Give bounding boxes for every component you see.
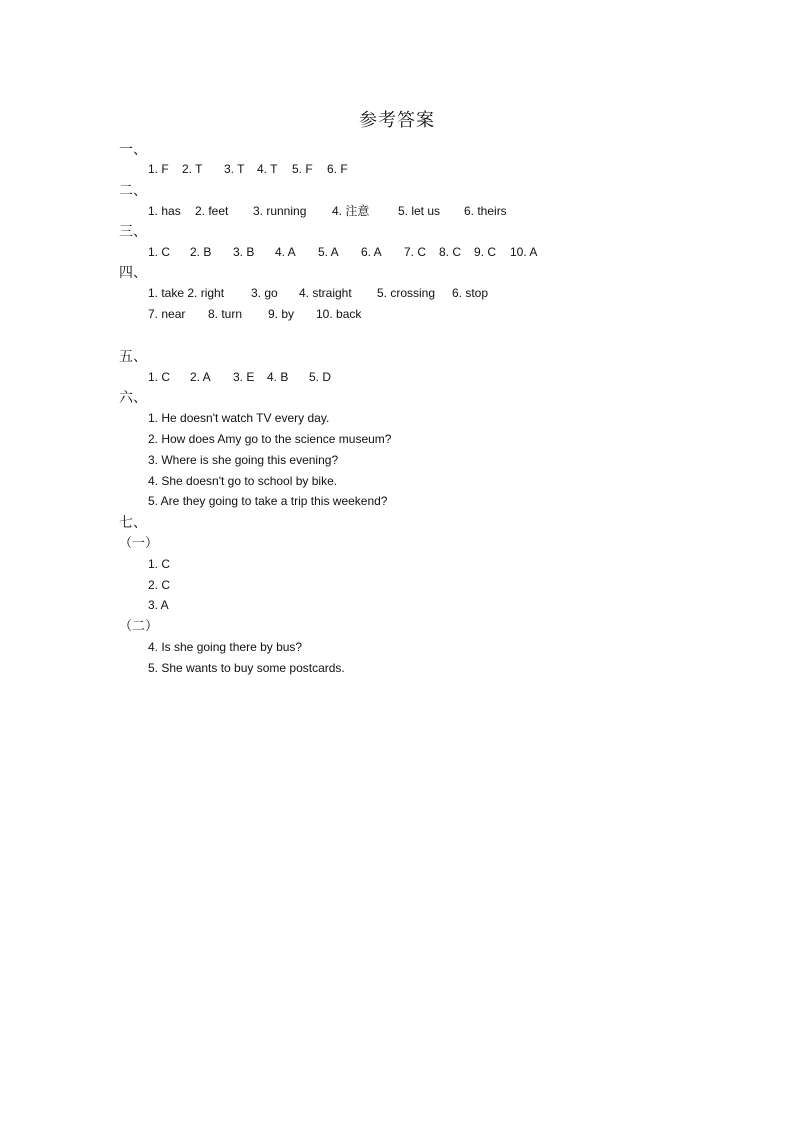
answer-item: 6. A (361, 245, 382, 259)
answer-item: 3. go (251, 286, 278, 300)
answer-item: 7. near (148, 307, 186, 321)
section-7-answer: 3. A (148, 598, 169, 612)
answer-item: 10. back (316, 307, 362, 321)
answer-item: 2. B (190, 245, 212, 259)
section-7-answer: 1. C (148, 557, 171, 571)
section-7-answer: 4. Is she going there by bus? (148, 640, 303, 654)
answer-item: 4. T (257, 162, 278, 176)
answer-item: 4. A (275, 245, 296, 259)
section-6-label: 六、 (119, 389, 147, 405)
answer-item: 10. A (510, 245, 538, 259)
answer-item: 5. F (292, 162, 313, 176)
answer-item: 6. stop (452, 286, 489, 300)
answer-item: 4. straight (299, 286, 352, 300)
section-7-answer: 2. C (148, 578, 171, 592)
answer-item: 1. C (148, 245, 171, 259)
answer-item: 3. E (233, 370, 255, 384)
answer-item: 2. T (182, 162, 203, 176)
section-6-sentence: 2. How does Amy go to the science museum? (148, 432, 392, 446)
answer-item: 2. A (190, 370, 211, 384)
answer-item: 4. 注意 (332, 204, 370, 218)
section-1-label: 一、 (119, 141, 147, 157)
answer-item: 3. B (233, 245, 255, 259)
answer-item: 2. feet (195, 204, 229, 218)
answer-item: 5. A (318, 245, 339, 259)
answer-item: 7. C (404, 245, 427, 259)
section-7-part-1-label: （一） (119, 535, 159, 550)
answer-item: 6. theirs (464, 204, 507, 218)
section-2-label: 二、 (119, 182, 147, 198)
section-6-sentence: 3. Where is she going this evening? (148, 453, 339, 467)
section-7-label: 七、 (119, 514, 147, 530)
section-3-label: 三、 (119, 223, 147, 239)
section-7-answer: 5. She wants to buy some postcards. (148, 661, 345, 675)
section-6-sentence: 4. She doesn't go to school by bike. (148, 474, 338, 488)
answer-item: 8. turn (208, 307, 243, 321)
section-4-label: 四、 (119, 264, 147, 280)
section-6-sentence: 1. He doesn't watch TV every day. (148, 411, 330, 425)
answer-item: 8. C (439, 245, 462, 259)
answer-item: 9. by (268, 307, 295, 321)
answer-item: 6. F (327, 162, 348, 176)
answer-item: 4. B (267, 370, 289, 384)
answer-item: 3. running (253, 204, 307, 218)
answer-item: 3. T (224, 162, 245, 176)
answer-item: 1. F (148, 162, 169, 176)
section-7-part-2-label: （二） (119, 618, 159, 633)
answer-item: 5. crossing (377, 286, 436, 300)
answer-item: 1. take 2. right (148, 286, 225, 300)
answer-item: 5. D (309, 370, 332, 384)
answer-item: 1. has (148, 204, 181, 218)
page-title: 参考答案 (359, 110, 435, 130)
answer-item: 1. C (148, 370, 171, 384)
answer-item: 5. let us (398, 204, 441, 218)
answer-item: 9. C (474, 245, 497, 259)
section-5-label: 五、 (119, 348, 147, 364)
section-6-sentence: 5. Are they going to take a trip this weekend? (148, 494, 388, 508)
